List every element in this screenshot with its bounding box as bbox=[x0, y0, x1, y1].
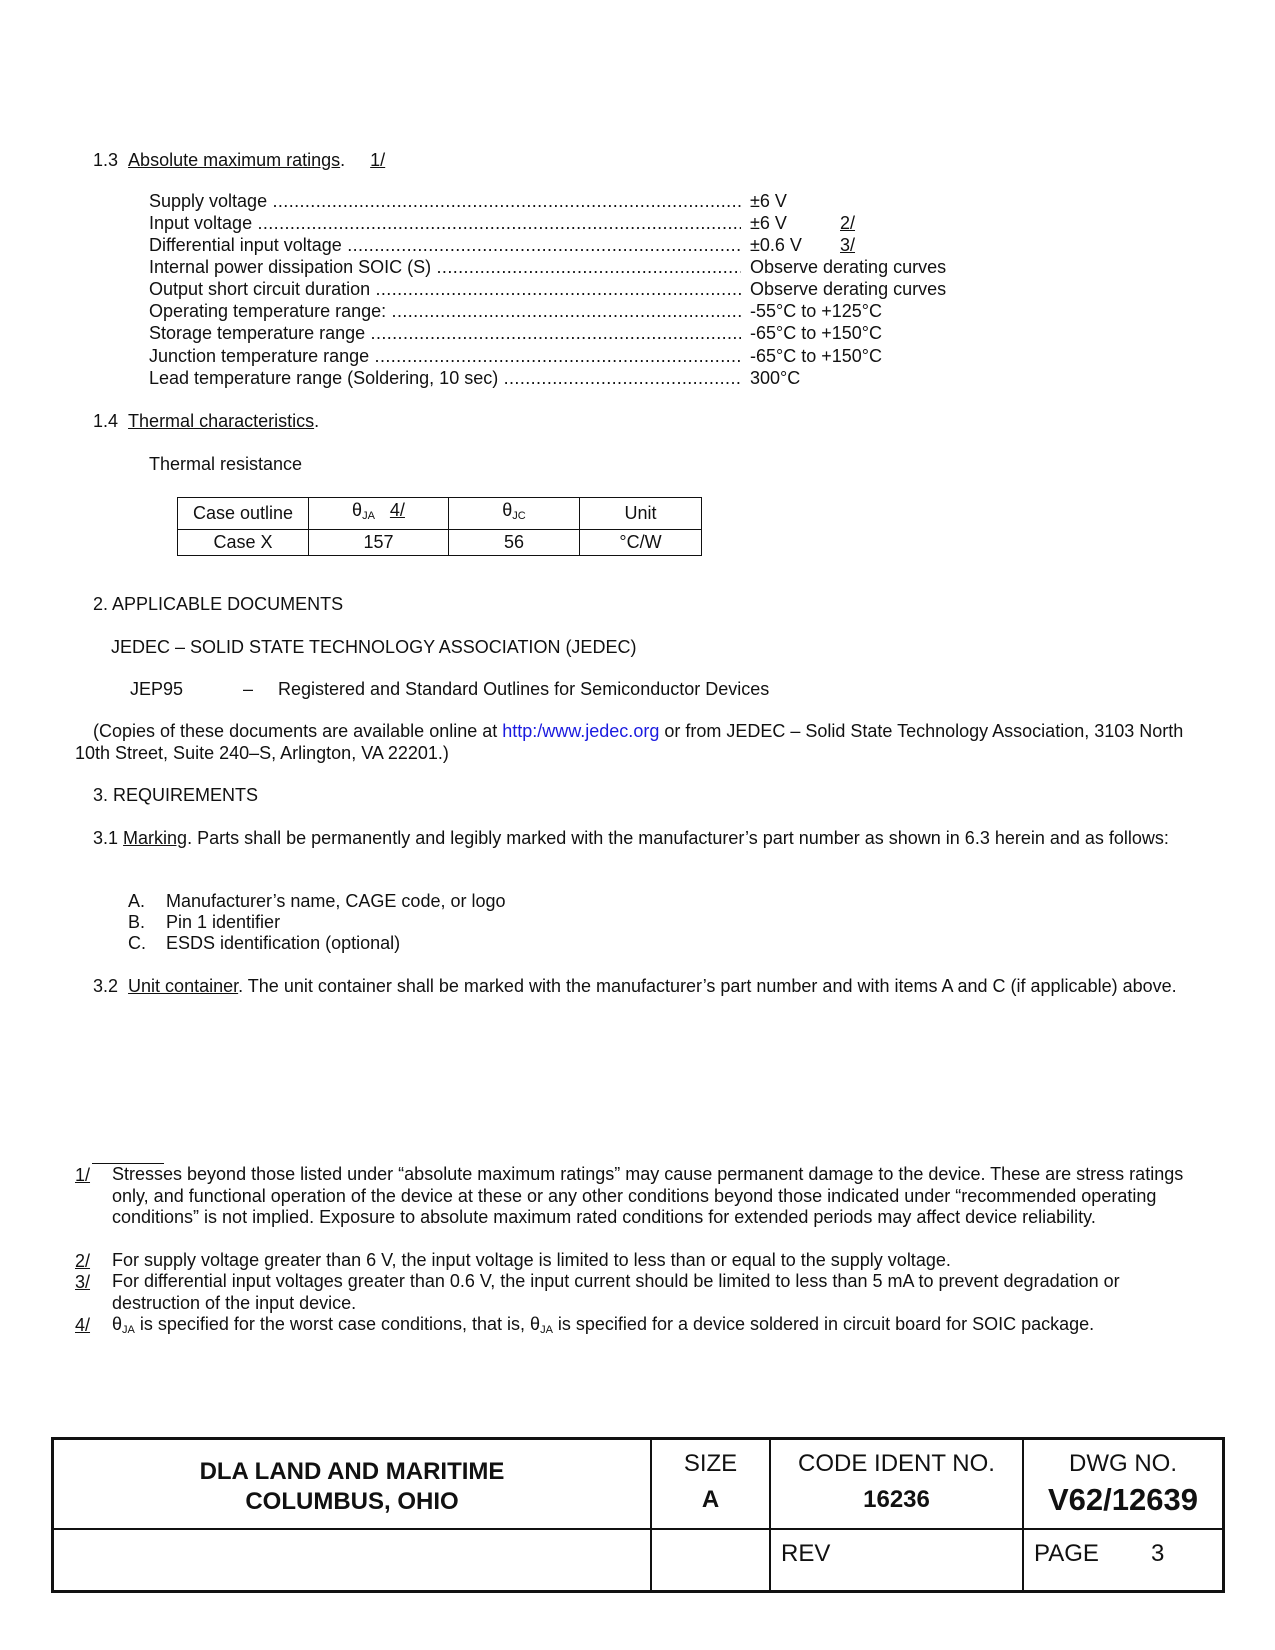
thermal-table bbox=[177, 497, 702, 556]
section-number: 1.3 bbox=[93, 150, 119, 170]
list-item-letter: C. bbox=[128, 933, 146, 953]
code-ident-value: 16236 bbox=[863, 1486, 930, 1513]
theta-symbol: θ bbox=[502, 500, 513, 520]
cell-theta-jc: 56 bbox=[449, 530, 580, 556]
rating-value: Observe derating curves bbox=[750, 257, 947, 277]
footnote-text bbox=[112, 1314, 1192, 1342]
unit-container-title: Unit container bbox=[128, 976, 239, 996]
ja-subscript: JA bbox=[362, 510, 375, 522]
footnote-number: 2/ bbox=[75, 1251, 91, 1271]
rating-value: -65°C to +150°C bbox=[750, 323, 882, 343]
dwg-no-label: DWG NO. bbox=[1069, 1450, 1177, 1477]
divider bbox=[54, 1528, 1222, 1530]
size-value: A bbox=[701, 1486, 720, 1513]
rating-label: Operating temperature range: ..... bbox=[149, 300, 741, 322]
footnote-number: 1/ bbox=[75, 1165, 91, 1185]
footnote-text-mid: is specified for the worst case conditions, that is, bbox=[134, 1314, 531, 1334]
theta-symbol: θ bbox=[530, 1314, 541, 1334]
jedec-link[interactable]: http:/www.jedec.org bbox=[502, 721, 660, 741]
code-ident-label: CODE IDENT NO. bbox=[798, 1450, 995, 1477]
section-number: 3.2 bbox=[93, 976, 119, 996]
jep95-id: JEP95 bbox=[130, 679, 184, 699]
header-theta-jc bbox=[449, 498, 580, 530]
section-1-3-heading bbox=[93, 149, 385, 171]
thermal-resistance-label: Thermal resistance bbox=[149, 454, 303, 474]
footnote-text: For differential input voltages greater than 0.6 V, the input current should be limited to less than 5 mA to prevent degradation or destruction of the input device. bbox=[112, 1271, 1120, 1313]
rating-label: Output short circuit duration ..... bbox=[149, 278, 741, 300]
header-unit: Unit bbox=[580, 498, 702, 530]
org-name: DLA LAND AND MARITIME bbox=[199, 1458, 505, 1485]
footnote-number: 4/ bbox=[75, 1315, 91, 1335]
list-item-letter: A. bbox=[128, 891, 146, 911]
rating-footnote-ref: 3/ bbox=[840, 235, 856, 255]
rating-label: Junction temperature range ..... bbox=[149, 345, 741, 367]
section-title: Thermal characteristics bbox=[128, 411, 315, 431]
page-label: PAGE bbox=[1034, 1540, 1099, 1567]
rating-label: Lead temperature range (Soldering, 10 sec) ..... bbox=[149, 367, 741, 389]
theta-symbol: θ bbox=[112, 1314, 123, 1334]
rating-value: ±0.6 V bbox=[750, 235, 802, 255]
footnote-number: 3/ bbox=[75, 1272, 91, 1292]
jc-subscript: JC bbox=[512, 510, 526, 522]
cell-theta-ja: 157 bbox=[309, 530, 449, 556]
jep95-dash: – bbox=[243, 679, 254, 699]
copies-paragraph bbox=[75, 720, 1195, 764]
section-1-4-heading bbox=[93, 410, 319, 432]
section-number: 1.4 bbox=[93, 411, 119, 431]
rating-value: ±6 V bbox=[750, 213, 787, 233]
section-2-heading: 2. APPLICABLE DOCUMENTS bbox=[93, 594, 344, 614]
rating-label: Supply voltage ..... bbox=[149, 190, 741, 212]
title-block bbox=[51, 1437, 1225, 1593]
jep95-title: Registered and Standard Outlines for Semiconductor Devices bbox=[278, 679, 770, 699]
unit-container-paragraph bbox=[75, 975, 1195, 997]
copies-text: (Copies of these documents are available online at bbox=[93, 721, 503, 741]
list-item: Manufacturer’s name, CAGE code, or logo bbox=[166, 891, 506, 911]
rating-value: ±6 V bbox=[750, 191, 787, 211]
cell-unit: °C/W bbox=[580, 530, 702, 556]
table-row bbox=[178, 530, 702, 556]
copies-text-end: or from JEDEC – Solid State Technology Association, 3103 North 10th Street, Suite 240–S, Arlington, VA 22201.) bbox=[75, 721, 1184, 763]
header-theta-ja bbox=[309, 498, 449, 530]
footnote-ref: 4/ bbox=[389, 500, 405, 520]
size-label: SIZE bbox=[683, 1450, 738, 1477]
rating-value: -55°C to +125°C bbox=[750, 301, 882, 321]
footnote-text: Stresses beyond those listed under “absolute maximum ratings” may cause permanent damage to the device. These are stress ratings only, and functional operation of the device at these or any other conditions beyond those indicated under “recommended operating conditions” is not implied. Exposure to absolute maximum rated conditions for extended periods may affect device reliability. bbox=[112, 1164, 1184, 1227]
footnote-text-end: is specified for a device soldered in circuit board for SOIC package. bbox=[552, 1314, 1095, 1334]
unit-container-text: . The unit container shall be marked with the manufacturer’s part number and with items A and C (if applicable) above. bbox=[238, 976, 1177, 996]
rev-label: REV bbox=[781, 1540, 831, 1567]
marking-text: . Parts shall be permanently and legibly marked with the manufacturer’s part number as shown in 6.3 herein and as follows: bbox=[187, 828, 1169, 848]
ja-subscript: JA bbox=[540, 1324, 553, 1336]
cell-case: Case X bbox=[178, 530, 309, 556]
section-title: Absolute maximum ratings bbox=[128, 150, 341, 170]
table-header-row bbox=[178, 498, 702, 530]
page-number: 3 bbox=[1151, 1540, 1165, 1567]
rating-label: Internal power dissipation SOIC (S) ..... bbox=[149, 256, 741, 278]
rating-value: -65°C to +150°C bbox=[750, 346, 882, 366]
theta-symbol: θ bbox=[352, 500, 363, 520]
list-item-letter: B. bbox=[128, 912, 146, 932]
org-location: COLUMBUS, OHIO bbox=[245, 1488, 459, 1515]
marking-title: Marking bbox=[123, 828, 188, 848]
rating-label: Differential input voltage ..... bbox=[149, 234, 741, 256]
header-case-outline: Case outline bbox=[178, 498, 309, 530]
ja-subscript: JA bbox=[122, 1324, 135, 1336]
list-item: ESDS identification (optional) bbox=[166, 933, 401, 953]
section-number: 3.1 bbox=[93, 828, 119, 848]
rating-label: Input voltage ..... bbox=[149, 212, 741, 234]
rating-value: Observe derating curves bbox=[750, 279, 947, 299]
dwg-no-value: V62/12639 bbox=[1048, 1482, 1198, 1517]
rating-label: Storage temperature range ..... bbox=[149, 322, 741, 344]
marking-paragraph bbox=[75, 827, 1195, 849]
organization-block bbox=[54, 1457, 650, 1517]
footnote-text: For supply voltage greater than 6 V, the input voltage is limited to less than or equal to the supply voltage. bbox=[112, 1250, 951, 1270]
section-3-heading: 3. REQUIREMENTS bbox=[93, 785, 259, 805]
rating-footnote-ref: 2/ bbox=[840, 213, 856, 233]
jedec-org: JEDEC – SOLID STATE TECHNOLOGY ASSOCIATION (JEDEC) bbox=[111, 637, 637, 657]
period: . bbox=[314, 411, 320, 431]
list-item: Pin 1 identifier bbox=[166, 912, 281, 932]
footnote-ref: 1/ bbox=[370, 150, 386, 170]
rating-value: 300°C bbox=[750, 368, 801, 388]
period: . bbox=[340, 150, 346, 170]
